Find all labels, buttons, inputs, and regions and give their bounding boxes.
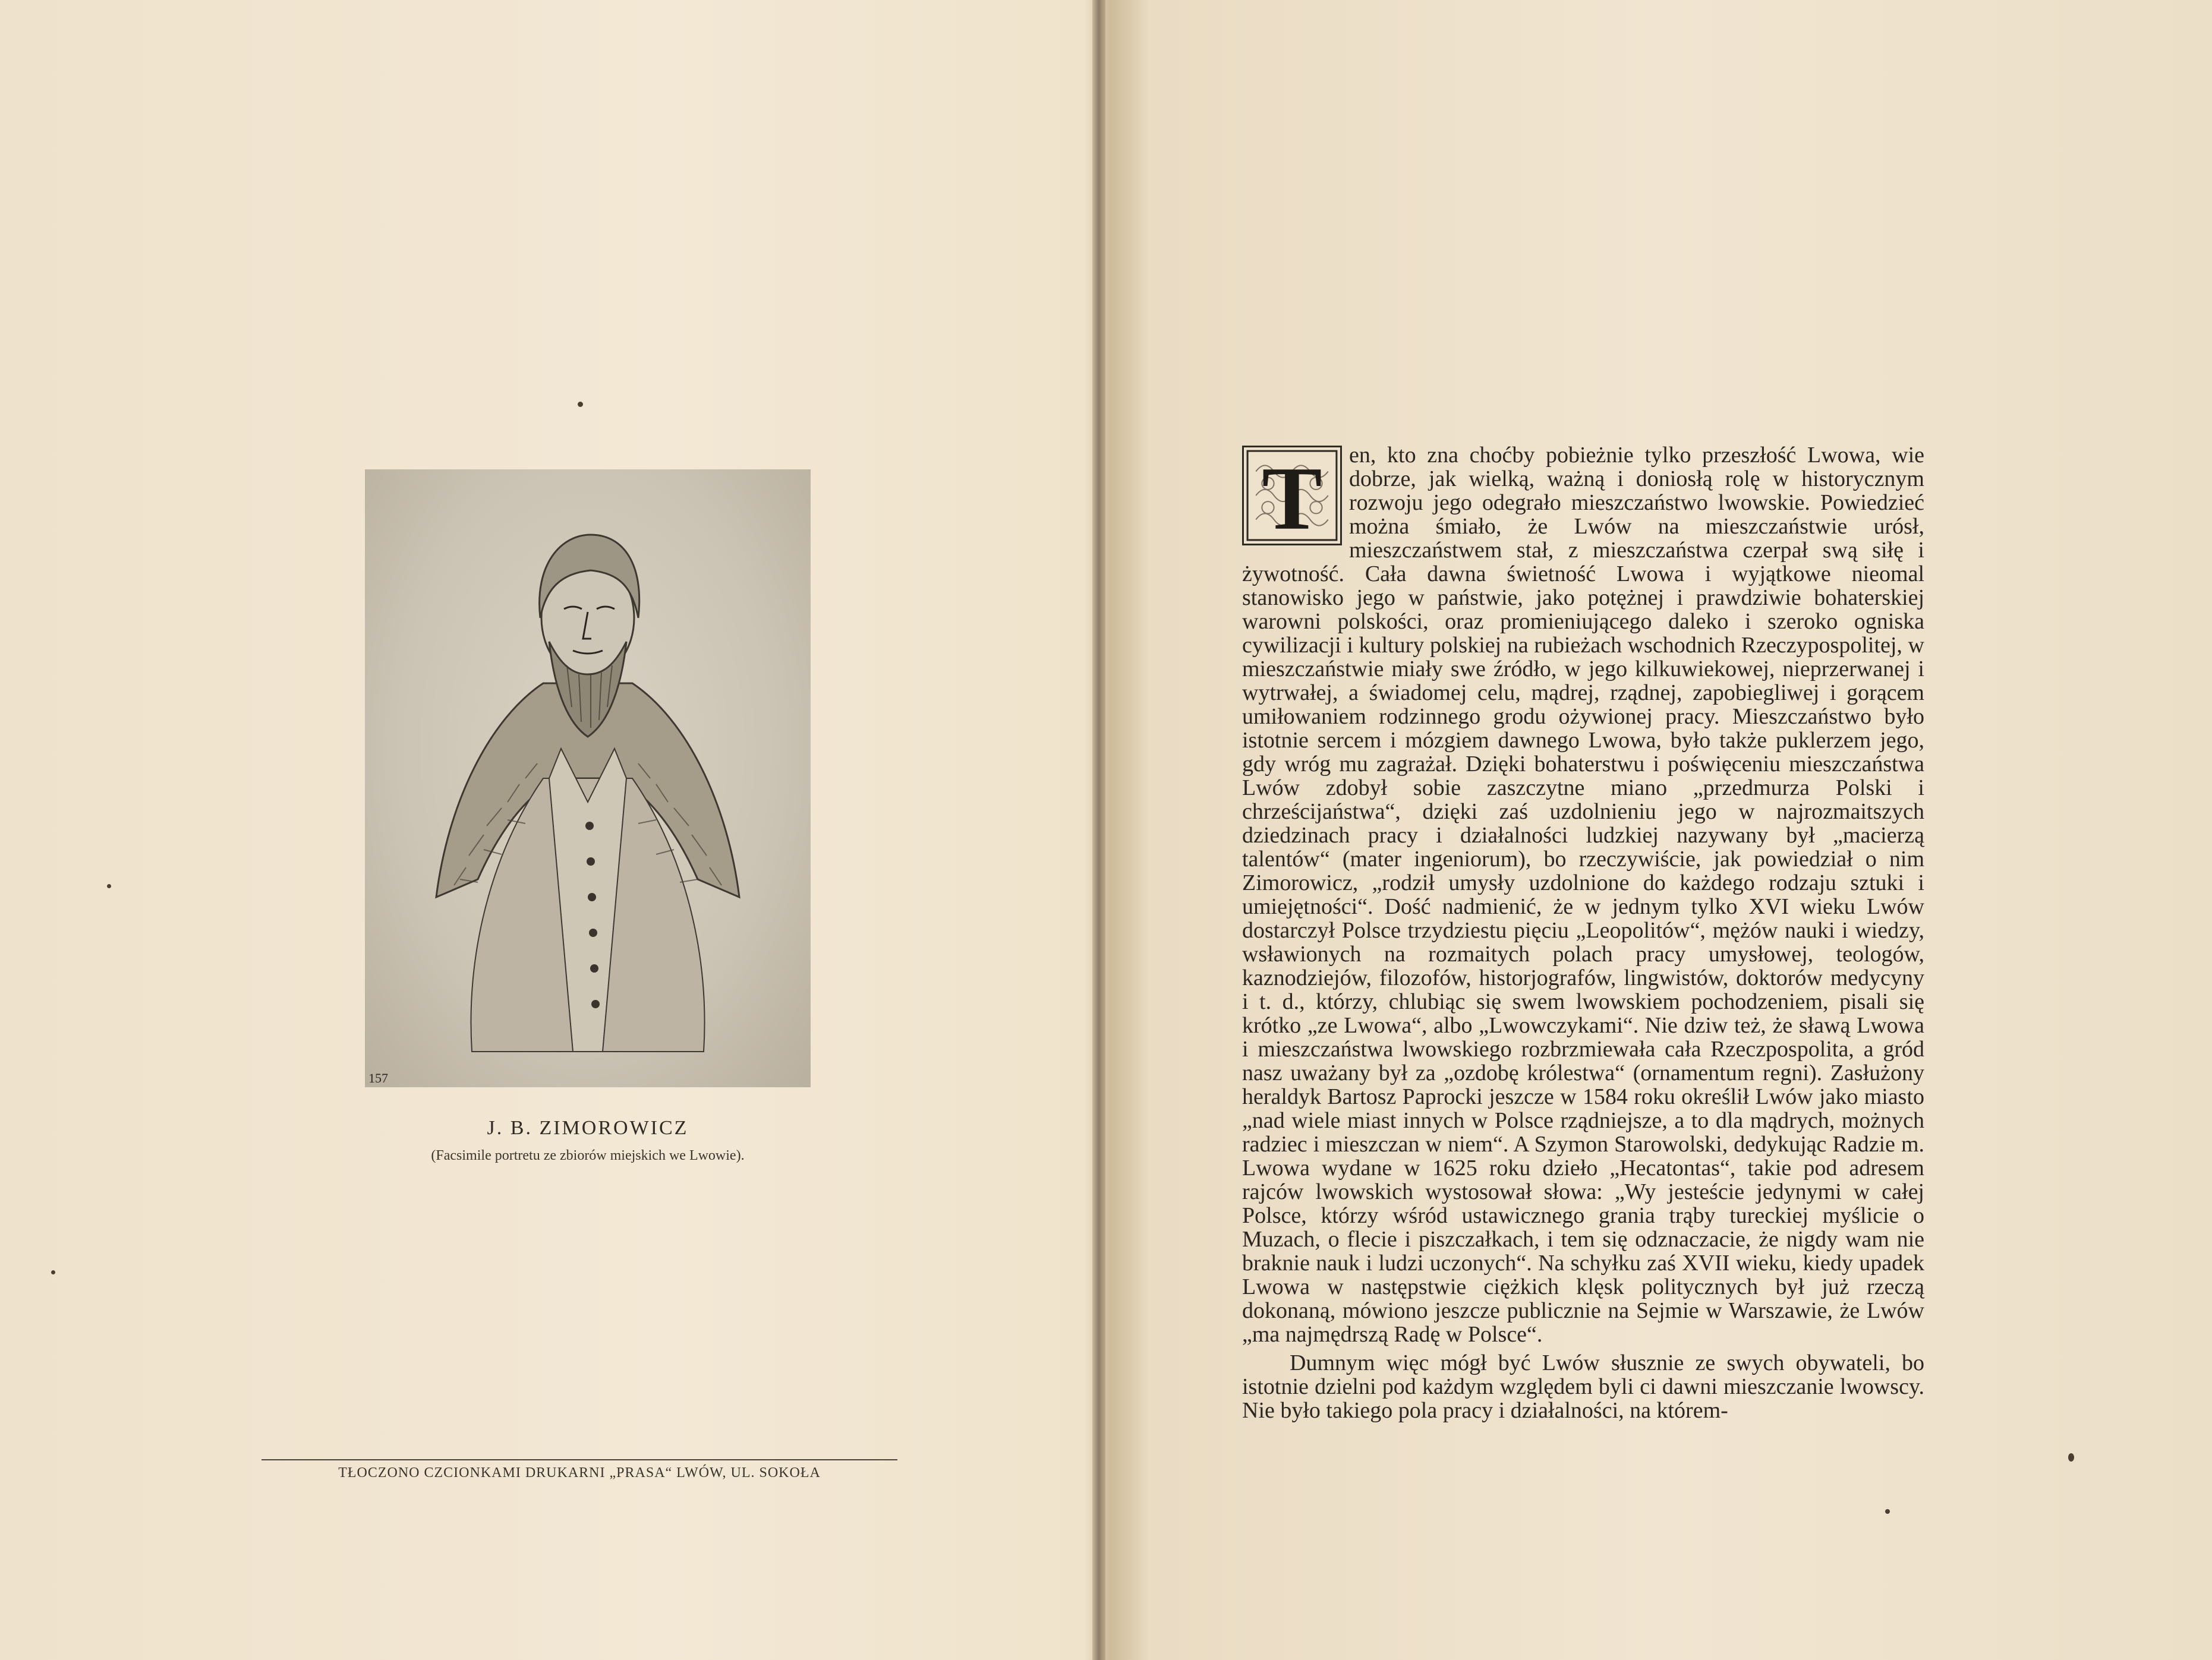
book-gutter [1092, 0, 1105, 1660]
ornamental-initial-icon [1244, 447, 1340, 544]
ink-spot [578, 402, 583, 407]
ink-spot [2068, 1453, 2074, 1462]
right-page [1105, 0, 2212, 1660]
paragraph-2: Dumnym więc mógł być Lwów słusznie ze swych obywateli, bo istotnie dzielni pod każdym względem byli ci dawni mieszczanie lwowscy. Nie było takiego pola pracy i działalności, na którem- [1242, 1350, 1924, 1423]
drop-cap-letter: T [1262, 448, 1322, 544]
ink-spot [51, 1270, 55, 1274]
ink-spot [107, 884, 111, 888]
portrait-engraving [365, 469, 811, 1087]
portrait-caption-title: J. B. ZIMOROWICZ [487, 1117, 689, 1139]
left-page [0, 0, 1092, 1660]
portrait-caption-subtitle: (Facsimile portretu ze zbiorów miejskich we Lwowie). [431, 1148, 745, 1163]
ink-spot [1885, 1509, 1890, 1514]
portrait-corner-mark: 157 [368, 1071, 388, 1085]
paragraph-1-text: en, kto zna choćby pobieżnie tylko przeszłość Lwowa, wie dobrze, jak wielką, ważną i doniosłą rolę w historycznym rozwoju jego odegrało mieszczaństwo lwowskie. Powiedzieć można śmiało, że Lwów na mieszczaństwie urósł, mieszczaństwem stał, z mieszczaństwa czerpał swą siłę i żywotność. Cała dawna świetność Lwowa i wyjątkowe nieomal stanowisko jego w państwie, jako potężnej i prawdziwie bohaterskiej warowni polskości, oraz promieniującego daleko i szeroko ogniska cywilizacji i kultury polskiej na rubieżach wschodnich Rzeczypospolitej, w mieszczaństwie miały swe źródło, w jego kilkuwiekowej, nieprzerwanej i wytrwałej, a świadomej celu, mądrej, rządnej, zapobiegliwej i gorącem umiłowaniem rodzinnego grodu ożywionej pracy. Mieszczaństwo było istotnie sercem i mózgiem dawnego Lwowa, było także puklerzem jego, gdy wróg mu zagrażał. Dzięki bohaterstwu i poświęceniu mieszczaństwa Lwów zdobył sobie zaszczytne miano „przedmurza Polski i chrześcijaństwa“, dzięki zaś uzdolnieniu jego w najrozmaitszych dziedzinach pracy i działalności ludzkiej nazywany był „macierzą talentów“ (mater ingeniorum), bo rzeczywiście, jak powiedział o nim Zimorowicz, „rodził umysły uzdolnione do każdego rodzaju sztuki i umiejętności“. Dość nadmienić, że w jednym tylko XVI wieku Lwów dostarczył Polsce trzydziestu pięciu „Leopolitów“, mężów nauki i wiedzy, wsławionych na rozmaitych polach pracy umysłowej, teologów, kaznodziejów, filozofów, historjografów, lingwistów, doktorów medycyny i t. d., którzy, chlubiąc się swem lwowskiem pochodzeniem, pisali się krótko „ze Lwowa“, albo „Lwowczykami“. Nie dziw też, że sławą Lwowa i mieszczaństwa lwowskiego rozbrzmiewała cała Rzeczpospolita, a gród nasz uważany był za „ozdobę królestwa“ (ornamentum regni). Zasłużony heraldyk Bartosz Paprocki jeszcze w 1584 roku określił Lwów jako miasto „nad wiele miast innych w Polsce rządniejsze, a to dla mądrych, możnych radziec i mieszczan w niem“. A Szymon Starowolski, dedykując Radzie m. Lwowa wydane w 1625 roku dzieło „Hecatontas“, takie pod adresem rajców lwowskich wystosował słowa: „Wy jesteście jedynymi w całej Polsce, którzy wśród ustawicznego grania trąby tureckiej myślicie o Muzach, o flecie i piszczałkach, i tem się odznaczacie, że nigdy wam nie braknie nauk i ludzi uczonych“. Na schyłku zaś XVII wieku, kiedy upadek Lwowa w następstwie ciężkich klęsk politycznych był już rzeczą dokonaną, mówiono jeszcze publicznie na Sejmie w Warszawie, że Lwów „ma najmędrszą Radę w Polsce“. [1242, 443, 1924, 1347]
paragraph-1 [1242, 443, 1924, 1346]
drop-cap [1242, 446, 1342, 545]
imprint-divider [261, 1459, 897, 1460]
printer-imprint: TŁOCZONO CZCIONKAMI DRUKARNI „PRASA“ LWÓW, UL. SOKOŁA [338, 1465, 821, 1481]
body-text [1242, 443, 1924, 1422]
portrait-image [365, 469, 811, 1087]
